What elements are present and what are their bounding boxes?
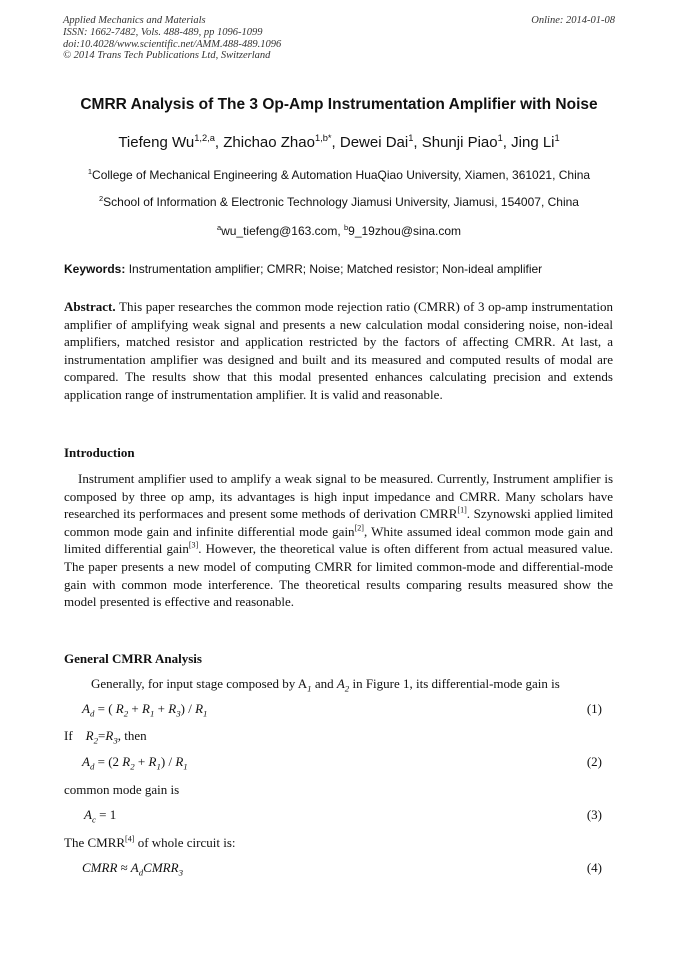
if-condition-line: If $R_2=R_3$, then bbox=[64, 728, 147, 746]
doi-line: doi:10.4028/www.scientific.net/AMM.488-489.1096 bbox=[63, 38, 282, 50]
journal-name: Applied Mechanics and Materials bbox=[63, 15, 206, 26]
journal-header bbox=[63, 15, 615, 62]
keywords-text: Instrumentation amplifier; CMRR; Noise; Matched resistor; Non-ideal amplifier bbox=[125, 262, 543, 276]
introduction-heading: Introduction bbox=[64, 445, 135, 460]
cmrr-intro-line: The CMRR[4] of whole circuit is: bbox=[64, 834, 236, 850]
keywords-label: Keywords: bbox=[64, 262, 126, 276]
general-intro-line: Generally, for input stage composed by $A_1$ and $A_2$ in Figure 1, its differential-mode gain is bbox=[91, 676, 560, 694]
abstract-text: This paper researches the common mode rejection ratio (CMRR) of 3 op-amp instrumentation amplifier of amplifying weak signal and presents a new calculation modal considering noise, non-ideal amplifiers, matched resistor and application restricted by the factors of affecting CMRR. At last, a instrumentation amplifier was designed and built and its measured and computed results of modal are compared. The results show that this modal presented enhances calculating precision and extends application range of instrumentation amplifier. It is valid and reasonable. bbox=[64, 299, 613, 402]
keywords bbox=[64, 262, 616, 276]
equation-number-3: (3) bbox=[586, 807, 602, 822]
equation-3: $A_c = 1$ bbox=[84, 807, 117, 825]
equation-2: $A_d = (2$ $R_2 + R_1) / R_1$ bbox=[82, 754, 188, 772]
abstract bbox=[64, 298, 613, 404]
author: Zhichao Zhao$^{1,b*}$, bbox=[223, 133, 340, 151]
issn-line: ISSN: 1662-7482, Vols. 488-489, pp 1096-1099 bbox=[63, 26, 263, 38]
author: Tiefeng Wu$^{1,2,a}$, bbox=[118, 133, 224, 151]
equation-number-2: (2) bbox=[586, 754, 602, 769]
citation: [1] bbox=[457, 505, 467, 515]
affiliation-2: $^2$School of Information & Electronic Technology Jiamusi University, Jiamusi, 154007, China bbox=[99, 194, 579, 209]
paper-title: CMRR Analysis of The 3 Op-Amp Instrumentation Amplifier with Noise bbox=[80, 96, 598, 113]
equation-1: $A_d$ = ( $R_2 + R_1 + R_3) / R_1$ bbox=[82, 701, 208, 719]
copyright-line: © 2014 Trans Tech Publications Ltd, Switzerland bbox=[63, 50, 271, 62]
equation-4: CMRR ≈ $A_dCMRR_3$ bbox=[82, 860, 183, 878]
citation: [3] bbox=[188, 541, 199, 551]
online-date: Online: 2014-01-08 bbox=[531, 15, 615, 26]
introduction-paragraph: Instrument amplifier used to amplify a weak signal to be measured. Currently, Instrument amplifier is composed by three op amp, its advantages is high input impedance and CMRR. Many scholars have researched its performaces and present some methods of derivation CMRR[1]. Szynowski applied limited common mode gain and infinite differential mode gain[2], White assumed ideal common mode gain and limited differential gain[3]. However, the theoretical value is often different from actual measured value. The paper presents a new model of computing CMRR for limited common-mode and differential-mode gain with common mode interference. The theoretical results comparing results measured show the model presented is effective and reasonable. bbox=[64, 471, 613, 610]
citation: [4] bbox=[125, 834, 135, 844]
equation-number-4: (4) bbox=[586, 860, 602, 875]
abstract-label: Abstract. bbox=[64, 299, 116, 314]
citation: [2] bbox=[354, 523, 364, 533]
affiliation-1: $^1$College of Mechanical Engineering & Automation HuaQiao University, Xiamen, 361021, China bbox=[87, 167, 591, 182]
common-mode-label: common mode gain is bbox=[64, 782, 180, 797]
equation-number-1: (1) bbox=[586, 701, 602, 716]
author: Dewei Dai$^1$, bbox=[339, 133, 422, 151]
email-line: $^a$wu_tiefeng@163.com, $^b$9_19zhou@sina.com bbox=[216, 223, 462, 238]
author: Jing Li$^1$ bbox=[511, 133, 560, 151]
author: Shunji Piao$^1$, bbox=[421, 133, 512, 151]
general-cmrr-heading: General CMRR Analysis bbox=[64, 651, 202, 666]
author-list bbox=[0, 134, 678, 151]
